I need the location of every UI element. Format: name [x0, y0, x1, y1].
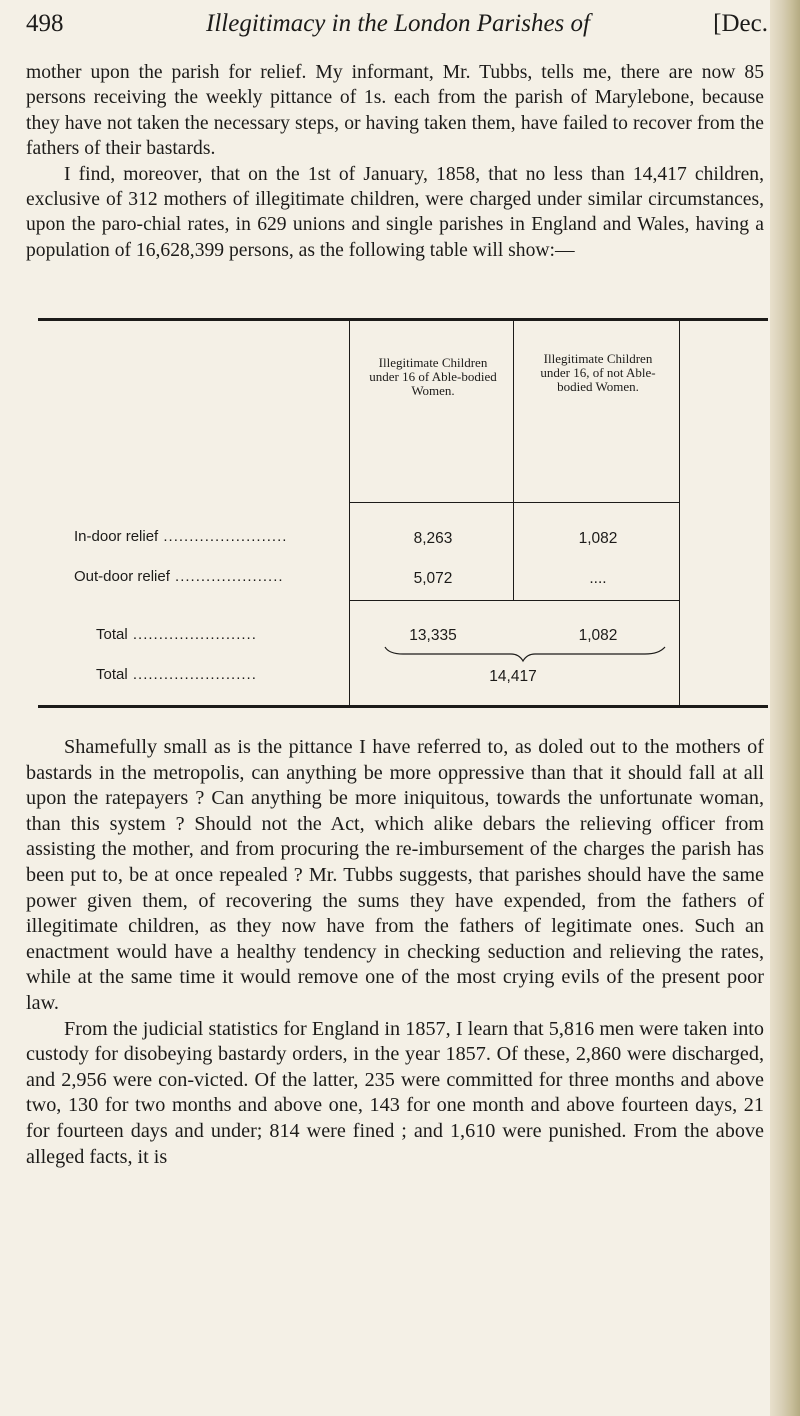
- table-bottom-rule: [38, 705, 768, 708]
- table-divider-left: [349, 321, 350, 705]
- paragraph-1: mother upon the parish for relief. My informant, Mr. Tubbs, tells me, there are now 85 persons receiving the weekly pittance of 1s. each from the parish of Marylebone, because they have not taken the necessary steps, or having taken them, have failed to recover from the fathers of their bastards.: [26, 62, 764, 160]
- text-block-upper: [26, 60, 764, 263]
- total-brace: [383, 645, 668, 663]
- row-label-grand-total: Total ........................: [96, 666, 257, 683]
- relief-table: [38, 318, 768, 708]
- table-total-rule: [349, 600, 679, 601]
- row-label-indoor: In-door relief ........................: [74, 528, 288, 545]
- table-divider-middle: [513, 321, 514, 601]
- text-block-lower: [26, 735, 764, 1170]
- paragraph-2: I find, moreover, that on the 1st of January, 1858, that no less than 14,417 children, exclusive of 312 mothers of illegitimate children, were charged under similar circumstances, upon the paro-chial rates, in 629 unions and single parishes in England and Wales, having a population of 16,628,399 persons, as the following table will show:—: [26, 163, 764, 261]
- page-number: 498: [26, 10, 64, 37]
- cell-outdoor-not-able: ....: [589, 570, 607, 587]
- running-header: [26, 10, 768, 50]
- col-header-not-able-bodied: Illegitimate Children under 16, of not Able-bodied Women.: [540, 351, 656, 394]
- cell-total-able: 13,335: [409, 627, 457, 644]
- table-divider-right: [679, 321, 680, 705]
- row-label-outdoor: Out-door relief .....................: [74, 568, 284, 585]
- table-header-rule: [349, 502, 679, 503]
- cell-grand-total: 14,417: [489, 668, 537, 685]
- page-edge-shadow: [770, 0, 800, 1416]
- cell-outdoor-able: 5,072: [413, 570, 453, 587]
- cell-indoor-not-able: 1,082: [578, 530, 618, 547]
- row-label-total: Total ........................: [96, 626, 257, 643]
- running-date: [Dec.: [713, 10, 768, 37]
- cell-indoor-able: 8,263: [413, 530, 453, 547]
- cell-total-not-able: 1,082: [578, 627, 618, 644]
- col-header-able-bodied: Illegitimate Children under 16 of Able-bodied Women.: [369, 355, 497, 398]
- running-title: Illegitimacy in the London Parishes of: [206, 10, 590, 37]
- table-top-rule: [38, 318, 768, 321]
- paragraph-4: From the judicial statistics for England in 1857, I learn that 5,816 men were taken into custody for disobeying bastardy orders, in the year 1857. Of these, 2,860 were discharged, and 2,956 were con-victed. Of the latter, 235 were committed for three months and above two, 130 for two months and above one, 143 for one month and above fourteen days, 21 for fourteen days and under; 814 were fined ; and 1,610 were punished. From the above alleged facts, it is: [26, 1017, 764, 1168]
- paragraph-3: Shamefully small as is the pittance I have referred to, as doled out to the mothers of bastards in the metropolis, can anything be more oppressive than that it should fall at all upon the ratepayers ? Can anything be more iniquitous, towards the unfortunate woman, than this system ? Should not the Act, which alike debars the relieving officer from assisting the mother, and from procuring the re-imbursement of the charges the parish has been put to, be at once repealed ? Mr. Tubbs suggests, that parishes should have the same power given them, of recovering the sums they have expended, from the fathers of illegitimate children, as they now have from the fathers of legitimate ones. Such an enactment would have a healthy tendency in checking seduction and relieving the rates, while at the same time it would remove one of the most crying evils of the present poor law.: [26, 736, 764, 1014]
